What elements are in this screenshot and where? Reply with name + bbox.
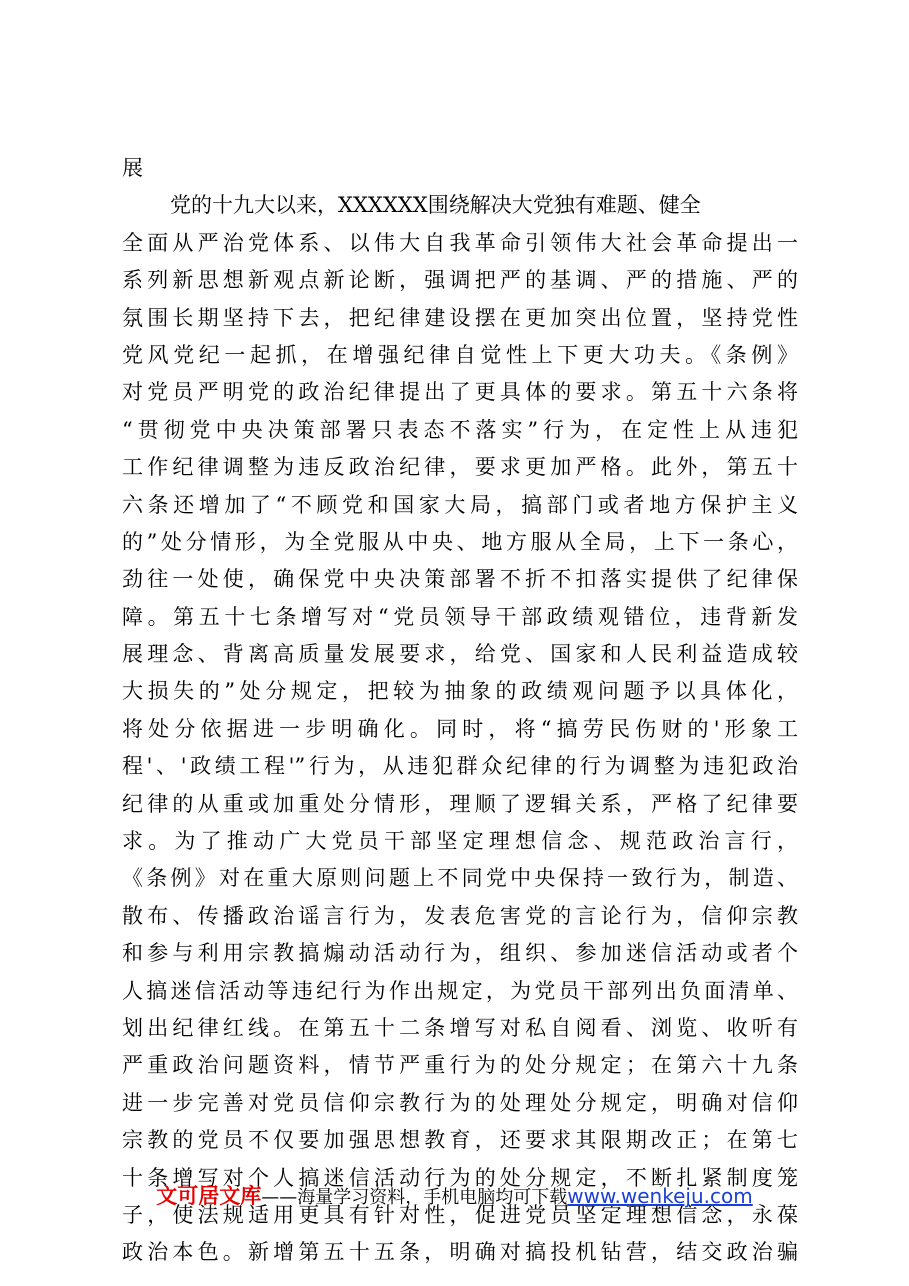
text-line: 全面从严治党体系、以伟大自我革命引领伟大社会革命提出一: [122, 230, 798, 255]
text-line: “贯彻党中央决策部署只表态不落实”行为，在定性上从违犯: [122, 417, 798, 442]
text-line: 系列新思想新观点新论断，强调把严的基调、严的措施、严的: [122, 268, 798, 293]
text-line: 政治本色。新增第五十五条，明确对搞投机钻营，结交政治骗: [122, 1240, 798, 1265]
text-line: 氛围长期坚持下去，把纪律建设摆在更加突出位置，坚持党性: [122, 305, 798, 330]
text-line: 十条增写对个人搞迷信活动行为的处分规定，不断扎紧制度笼: [122, 1165, 798, 1190]
document-body: [122, 150, 798, 1272]
page-footer: [0, 1180, 909, 1210]
text-line: 《条例》对在重大原则问题上不同党中央保持一致行为，制造、: [122, 866, 798, 891]
text-line: 工作纪律调整为违反政治纪律，要求更加严格。此外，第五十: [122, 455, 798, 480]
text-line: 和参与利用宗教搞煽动活动行为，组织、参加迷信活动或者个: [122, 941, 798, 966]
text-line: 严重政治问题资料，情节严重行为的处分规定；在第六十九条: [122, 1053, 798, 1078]
text-line: 子，使法规适用更具有针对性，促进党员坚定理想信念，永葆: [122, 1202, 798, 1227]
text-line: 障。第五十七条增写对“党员领导干部政绩观错位，违背新发: [122, 604, 798, 629]
text-line: 求。为了推动广大党员干部坚定理想信念、规范政治言行，: [122, 829, 798, 854]
text-line: 划出纪律红线。在第五十二条增写对私自阅看、浏览、收听有: [122, 1015, 798, 1040]
footer-tagline: ——海量学习资料，手机电脑均可下载: [261, 1187, 568, 1208]
text-line: 人搞迷信活动等违纪行为作出规定，为党员干部列出负面清单、: [122, 978, 798, 1003]
text-line: 展理念、背离高质量发展要求，给党、国家和人民利益造成较: [122, 642, 798, 667]
text-line: 程'、'政绩工程'”行为，从违犯群众纪律的行为调整为违犯政治: [122, 754, 798, 779]
footer-website-link[interactable]: www.wenkeju.com: [567, 1184, 753, 1208]
text-line: 大损失的”处分规定，把较为抽象的政绩观问题予以具体化，: [122, 679, 798, 704]
paragraph-first-line: 党的十九大以来，XXXXXX围绕解决大党独有难题、健全: [170, 193, 701, 218]
text-line: 散布、传播政治谣言行为，发表危害党的言论行为，信仰宗教: [122, 903, 798, 928]
footer-brand-name: 文可居文库: [156, 1184, 262, 1208]
text-line: 纪律的从重或加重处分情形，理顺了逻辑关系，严格了纪律要: [122, 791, 798, 816]
text-line: 展: [122, 156, 143, 180]
text-line: 进一步完善对党员信仰宗教行为的处理处分规定，明确对信仰: [122, 1090, 798, 1115]
text-line: 将处分依据进一步明确化。同时，将“搞劳民伤财的'形象工: [122, 716, 798, 741]
text-line: 六条还增加了“不顾党和国家大局，搞部门或者地方保护主义: [122, 492, 798, 517]
text-line: 劲往一处使，确保党中央决策部署不折不扣落实提供了纪律保: [122, 567, 798, 592]
text-line: 宗教的党员不仅要加强思想教育，还要求其限期改正；在第七: [122, 1128, 798, 1153]
text-line: 的”处分情形，为全党服从中央、地方服从全局，上下一条心，: [122, 529, 798, 554]
text-line: 党风党纪一起抓，在增强纪律自觉性上下更大功夫。《条例》: [122, 342, 798, 367]
text-line: 对党员严明党的政治纪律提出了更具体的要求。第五十六条将: [122, 380, 798, 405]
